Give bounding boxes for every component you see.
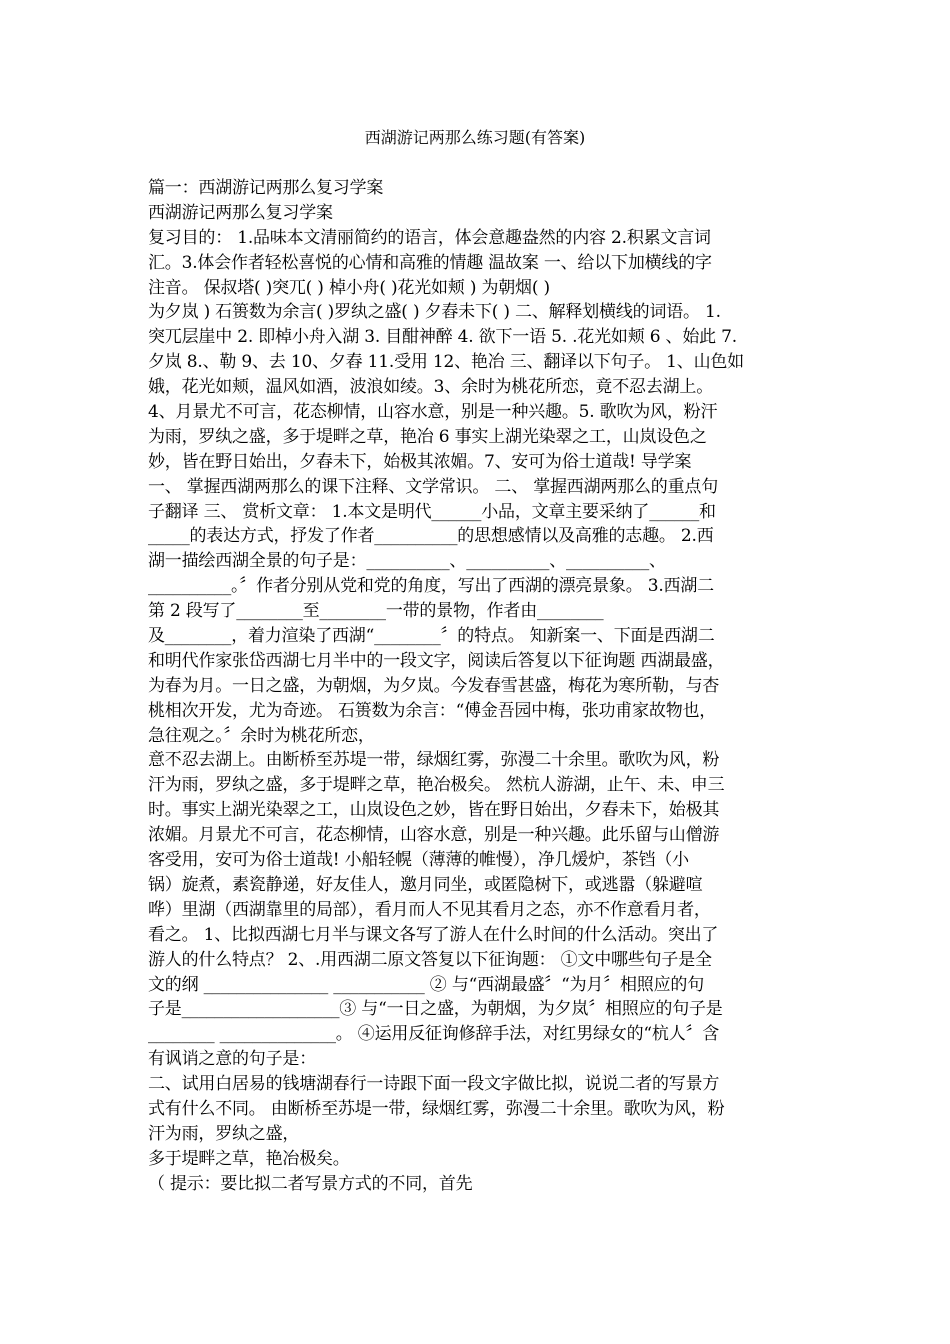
text-line: 篇一：西湖游记两那么复习学案 <box>148 178 384 198</box>
text-line: 第 2 段写了________至________一带的景物，作者由________ <box>148 601 604 622</box>
text-line: 娥，花光如颊，温风如酒，波浪如绫。3、余时为桃花所恋，竟不忍去湖上。 <box>148 377 714 398</box>
text-line: 看之。 1、比拟西湖七月半与课文各写了游人在什么时间的什么活动。突出了 <box>148 924 719 945</box>
text-line: 子是___________________③ 与“一日之盛，为朝烟，为夕岚〞相照应的句子是 <box>148 999 723 1020</box>
document-title: 西湖游记两那么练习题(有答案) <box>364 128 586 147</box>
text-line: 汗为雨，罗纨之盛，多于堤畔之草，艳冶极矣。 然杭人游湖，止午、未、申三 <box>148 775 725 796</box>
text-line: 夕岚 8.、勒 9、去 10、夕舂 11.受用 12、艳冶 三、翻译以下句子。 1、山色如 <box>148 352 744 373</box>
text-line: 游人的什么特点？ 2、.用西湖二原文答复以下征询题： ①文中哪些句子是全 <box>148 949 712 970</box>
text-line: 妙，皆在野日始出，夕舂未下，始极其浓媚。7、安可为俗士道哉! 导学案 <box>148 451 692 472</box>
text-line: 突兀层崖中 2. 即棹小舟入湖 3. 目酣神醉 4. 欲下一语 5. .花光如颊 6 、始此 7. <box>148 327 737 348</box>
text-line: （ 提示：要比拟二者写景方式的不同，首先 <box>148 1173 473 1194</box>
text-line: 时。事实上湖光染翠之工，山岚设色之妙，皆在野日始出，夕舂未下，始极其 <box>148 800 720 821</box>
text-line: 一、 掌握西湖两那么的课下注释、文学常识。 二、 掌握西湖两那么的重点句 <box>148 476 719 497</box>
text-line: 4、月景尤不可言，花态柳情，山容水意，别是一种兴趣。5. 歌吹为风，粉汗 <box>148 402 718 423</box>
text-line: 哗）里湖（西湖靠里的局部），看月而人不见其看月之态，亦不作意看月者， <box>148 899 711 920</box>
text-line: 复习目的： 1.品味本文清丽简约的语言，体会意趣盎然的内容 2.积累文言词 <box>148 227 711 248</box>
text-line: 注音。 保叔塔( )突兀( ) 棹小舟( )花光如颊 ) 为朝烟( ) <box>148 277 550 298</box>
text-line: 锅）旋煮，素瓷静递，好友佳人，邀月同坐，或匿隐树下，或逃嚣（躲避喧 <box>148 874 703 895</box>
text-line: 急往观之。〞余时为桃花所恋， <box>148 725 375 746</box>
text-line: 多于堤畔之草，艳冶极矣。 <box>148 1148 350 1169</box>
text-line: ________ ______________。 ④运用反征询修辞手法，对红男绿女的“杭人〞含 <box>148 1024 720 1045</box>
text-line: _____的表达方式，抒发了作者__________的思想感情以及高雅的志趣。 2.西 <box>148 526 714 547</box>
document-body <box>148 176 808 1197</box>
text-line: 西湖游记两那么复习学案 <box>148 202 333 223</box>
text-line: 子翻译 三、 赏析文章： 1.本文是明代______小品，文章主要采纳了______和 <box>148 501 716 522</box>
text-line: 及________，着力渲染了西湖“________〞的特点。 知新案一、下面是西湖二 <box>148 626 715 647</box>
text-line: 和明代作家张岱西湖七月半中的一段文字，阅读后答复以下征询题 西湖最盛， <box>148 650 725 671</box>
text-line: 为雨，罗纨之盛，多于堤畔之草，艳冶 6 事实上湖光染翠之工，山岚设色之 <box>148 426 707 447</box>
text-line: 意不忍去湖上。由断桥至苏堤一带，绿烟红雾，弥漫二十余里。歌吹为风，粉 <box>148 750 720 771</box>
text-line: 式有什么不同。 由断桥至苏堤一带，绿烟红雾，弥漫二十余里。歌吹为风，粉 <box>148 1098 725 1119</box>
text-line: 文的纲 _______________ ___________ ② 与“西湖最盛〞“为月〞相照应的句 <box>148 974 704 995</box>
text-line: 汗为雨，罗纨之盛， <box>148 1123 300 1144</box>
text-line: 为春为月。一日之盛，为朝烟，为夕岚。今发春雪甚盛，梅花为寒所勒，与杏 <box>148 675 720 696</box>
text-line: 为夕岚 ) 石篑数为余言( )罗纨之盛( ) 夕舂未下( ) 二、解释划横线的词语。 1. <box>148 302 721 323</box>
text-line: 有讽诮之意的句子是： <box>148 1049 316 1070</box>
text-line: 浓媚。月景尤不可言，花态柳情，山容水意，别是一种兴趣。此乐留与山僧游 <box>148 825 720 846</box>
text-line: 二、试用白居易的钱塘湖春行一诗跟下面一段文字做比拟，说说二者的写景方 <box>148 1074 720 1095</box>
text-line: __________。〞作者分别从党和党的角度，写出了西湖的漂亮景象。 3.西湖二 <box>148 576 714 597</box>
text-line: 桃相次开发，尤为奇迹。 石篑数为余言：“傅金吾园中梅，张功甫家故物也， <box>148 700 717 721</box>
text-line: 汇。3.体会作者轻松喜悦的心情和高雅的情趣 温故案 一、给以下加横线的字 <box>148 252 712 273</box>
text-line: 湖一描绘西湖全景的句子是：__________、__________、__________、 <box>148 551 666 572</box>
text-line: 客受用，安可为俗士道哉! 小船轻幌（薄薄的帷慢），净几煖炉，茶铛（小 <box>148 850 689 871</box>
